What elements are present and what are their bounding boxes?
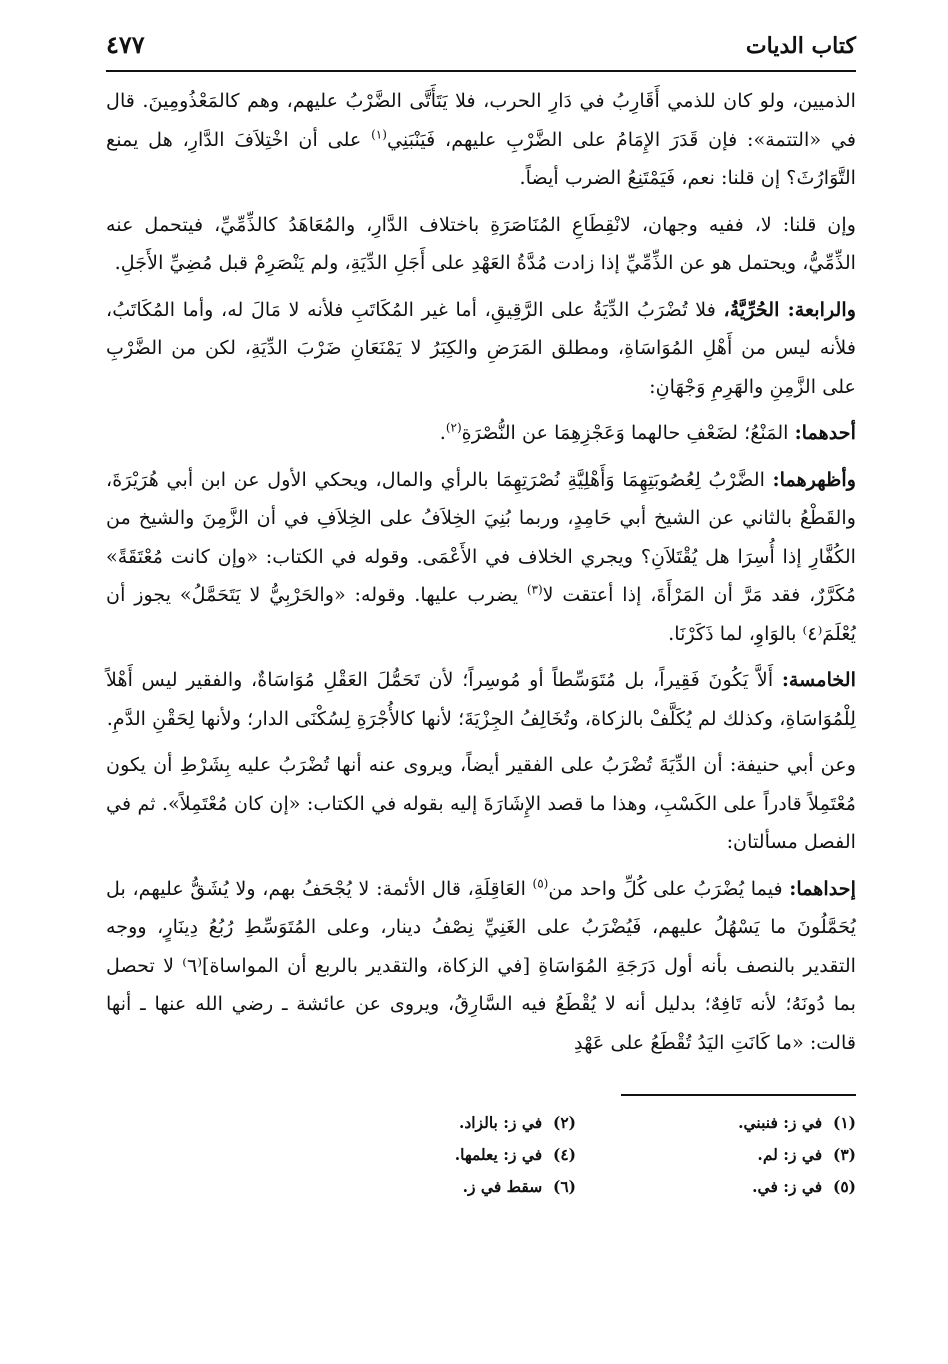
paragraph-text: المَنْعُ؛ لضَعْفِ حالهما وَعَجْزِهِمَا عن النُّصْرَةِ	[461, 421, 795, 444]
paragraph	[106, 746, 856, 862]
paragraph-text: وإن قلنا: لا، ففيه وجهان، لانْقِطَاعِ المُنَاصَرَةِ باختلاف الدَّارِ، والمُعَاهَدُ كالذِّمِّيِّ، فيتحمل عنه الذِّمِّيُّ، ويحتمل هو عن الذِّمِّيِّ إذا زادت مُدَّةُ العَهْدِ على أَجَلِ الدِّيَةِ، ولم يَنْصَرِمْ قبل مُضِيِّ الأَجَلِ.	[106, 212, 856, 274]
paragraph-text: فلا تُضْرَبُ الدِّيَةُ على الرَّقِيقِ، أما غير المُكَاتَبِ فلأنه لا مَالَ له، وأما المُكَاتَبُ، فلأنه ليس من أَهْلِ المُوَاسَاةِ، ومطلق المَرَضِ والكِبَرُ لا يَمْنَعَانِ ضَرْبَ الدِّيَةِ، لكن من الضَّرْبِ على الزَّمِنِ والهَرِمِ وَجْهَانِ:	[106, 297, 856, 398]
footnote	[616, 1140, 856, 1170]
paragraph-text: الذميين، ولو كان للذمي أَقَارِبُ في دَارِ الحرب، فلا يَتَأَتَّى الضَّرْبُ عليهم، وهم كالمَعْذُومِينَ. قال في «التتمة»: فإن قَدَرَ الإِمَامُ على الضَّرْبِ عليهم، فَيَنْبَنِي	[106, 89, 856, 151]
footnote-text: في ز: في.	[752, 1177, 823, 1196]
footnote	[616, 1172, 856, 1202]
paragraph-lead: والرابعة: الحُرِّيَّةُ،	[723, 297, 856, 321]
footnote-number: (٢)	[552, 1113, 576, 1132]
footnote-text: سقط في ز.	[462, 1177, 543, 1196]
footnote-number: (١)	[832, 1113, 856, 1132]
paragraph	[106, 414, 856, 453]
footnote-divider	[621, 1094, 856, 1096]
paragraph-lead: إحداهما:	[789, 876, 857, 900]
paragraph-lead: الخامسة:	[781, 668, 856, 691]
paragraph	[106, 291, 856, 407]
footnote	[336, 1140, 576, 1170]
paragraph	[106, 870, 856, 1063]
paragraph	[106, 461, 856, 654]
footnote-number: (٣)	[832, 1145, 856, 1164]
page-header	[106, 30, 856, 72]
paragraph-text: على أن اخْتِلاَفَ الدَّارِ، هل يمنع التَّوَارُثَ؟ إن قلنا: نعم، فَيَمْتَنِعُ الضرب أيضاً.	[106, 127, 856, 189]
footnote-number: (٦)	[552, 1177, 576, 1196]
paragraph-text: .	[439, 421, 446, 444]
main-text	[106, 82, 856, 1062]
paragraph	[106, 82, 856, 198]
paragraph-text: أَلاَّ يَكُونَ فَقِيراً، بل مُتَوَسِّطاً أو مُوسِراً؛ لأن تَحَمُّلَ العَقْلِ مُوَاسَاةٌ، والفقير ليس أَهْلاً لِلْمُوَاسَاةِ، وكذلك لم يُكَلَّفْ بالزكاة، وتُخَالِفُ الجِزْيَةَ؛ لأنها كالأُجْرَةِ لِسُكْنَى الدار؛ ولأنها لِحَقْنِ الدَّمِ.	[106, 668, 856, 730]
paragraph-text: يضرب عليها. وقوله: «والحَرْبِيُّ لا يَتَحَمَّلُ» يجوز أن يُعْلَمَ⁽٤⁾ بالوَاوِ، لما ذَكَرْنَا.	[106, 583, 856, 645]
paragraph-text: الضَّرْبُ لِعُصُوبَتِهِمَا وَأَهْلِيَّةِ نُصْرَتِهِمَا بالرأي والمال، ويحكي الأول عن ابن أبي هُرَيْرَةَ، والقَطْعُ بالثاني عن الشيخ أبي حَامِدٍ، وربما بُنِيَ الخِلاَفُ على الخِلاَفِ في أن الزَّمِنَ والشيخ من الكُفَّارِ إذا أُسِرَا هل يُقْتَلاَنِ؟ ويجري الخلاف في الأَعْمَى. وقوله في الكتاب: «وإن كانت مُعْتَقَةً» مُكَرَّرٌ، فقد مَرَّ أن المَرْأَةَ، إذا أعتقت لا	[106, 467, 856, 606]
footnote	[336, 1172, 576, 1202]
footnote	[616, 1108, 856, 1138]
paragraph	[106, 661, 856, 738]
paragraph-text: العَاقِلَةِ، قال الأئمة: لا يُجْحَفُ بهم، ولا يُشَقُّ عليهم، بل يُحَمَّلُونَ ما يَسْهُلُ عليهم، فَيُضْرَبُ على الغَنِيِّ نِصْفُ دينار، وعلى المُتَوَسِّطِ رُبُعُ دِينَارٍ، ووجه التقدير بالنصف بأنه أول دَرَجَةِ المُوَاسَاةِ [في الزكاة، والتقدير بالربع أن المواساة]⁽٦⁾ لا تحصل بما دُونَهُ؛ لأنه تَافِهٌ؛ بدليل أنه لا يُقْطَعُ فيه السَّارِقُ، ويروى عن عائشة ـ رضي الله عنها ـ أنها قالت: «ما كَانَتِ اليَدُ تُقْطَعُ على عَهْدِ	[106, 876, 856, 1054]
page-number: ٤٧٧	[106, 30, 145, 59]
footnote	[336, 1108, 576, 1138]
footnote-number: (٥)	[832, 1177, 856, 1196]
paragraph-lead: وأظهرهما:	[772, 467, 856, 491]
footnotes	[336, 1108, 856, 1202]
footnote-text: في ز: لم.	[757, 1145, 823, 1164]
footnote-number: (٤)	[552, 1145, 576, 1164]
footnote-ref: (٢)	[445, 420, 462, 435]
footnote-text: في ز: يعلمها.	[454, 1145, 543, 1164]
paragraph-text: وعن أبي حنيفة: أن الدِّيَةَ تُضْرَبُ على الفقير أيضاً، ويروى عنه أنها تُضْرَبُ عليه بِشَرْطِ أن يكون مُعْتَمِلاً قادراً على الكَسْبِ، وهذا ما قصد الإِشَارَةَ إليه بقوله في الكتاب: «إن كان مُعْتَمِلاً». ثم في الفصل مسألتان:	[106, 753, 856, 853]
footnote-text: في ز: فنبني.	[738, 1113, 823, 1132]
footnote-ref: (٥)	[532, 876, 549, 891]
chapter-title: كتاب الديات	[745, 33, 856, 59]
footnote-text: في ز: بالزاد.	[458, 1113, 543, 1132]
paragraph	[106, 206, 856, 283]
footnote-ref: (١)	[371, 127, 387, 142]
paragraph-text: فيما يُضْرَبُ على كُلِّ واحد من	[548, 876, 790, 900]
paragraph-lead: أحدهما:	[794, 421, 856, 444]
footnote-ref: (٣)	[526, 582, 543, 597]
